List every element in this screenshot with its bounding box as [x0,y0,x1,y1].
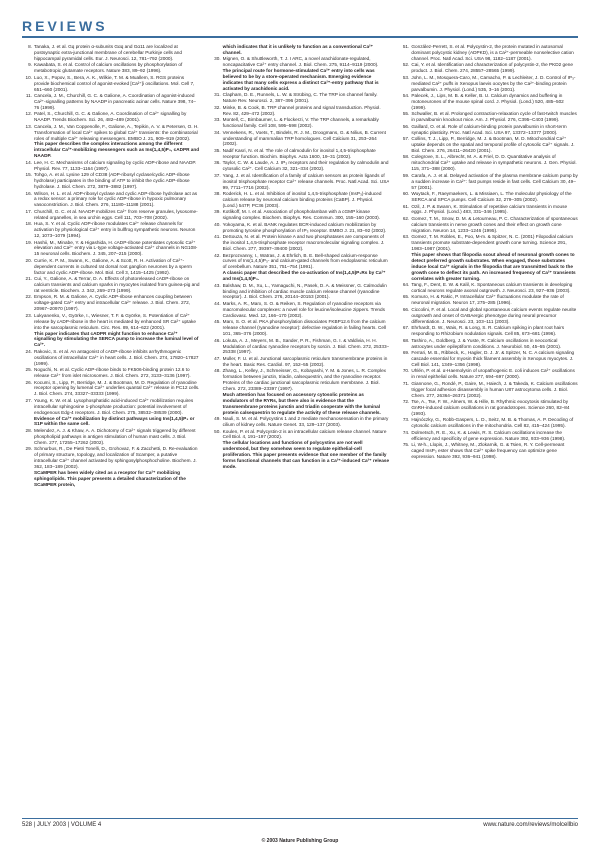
reference-text [34,276,201,294]
reference-text [34,75,201,93]
reference-entry [399,368,578,380]
reference-entry [211,160,390,172]
citation: Churchill, G. C. et al. NAADP mobilizes Ca²⁺ from reserve granules, lysosome-related organelles, in sea urchin eggs. Cell 111, 703–708 (2002). [34,208,198,220]
reference-entry [22,240,201,258]
citation: Yang, J. et al. Identification of a family of calcium sensors as protein ligands of inositol trisphosphate receptor Ca²⁺ release channels. Proc. Natl Acad. Sci. USA 99, 7711–7716 (2002). [222,172,390,190]
reference-text [34,221,201,239]
citation: Tashiro, A., Goldberg, J. & Yuste, R. Calcium oscillations in neocortical astrocytes under epileptiform conditions. J. Neurobiol. 50, 45–55 (2001). [411,337,562,349]
citation: Cui, Y., Galione, A. & Terrar, D. A. Effects of photoreleased cADP-ribose on calcium transients and calcium sparks in myocytes isolated from guinea-pig and rat ventricle. Biochem. J. 342, 269–273 (1999). [34,276,200,293]
reference-text [411,338,578,350]
reference-entry [211,416,390,428]
reference-text [34,62,201,74]
reference-number: 65. [402,294,410,300]
citation: Komuro, H. & Rakic, P. Intracellular Ca²⁺ fluctuations modulate the rate of neuronal migration. Neuron 17, 275–285 (1996). [411,294,564,306]
citation: Luo, X., Popov, S., Bera, A. K., Wilkie, T. M. & Muallem, S. RGS proteins provide biochemical control of agonist-evoked [Ca²⁺]i oscillations. Mol. Cell 7, 651–660 (2001). [34,74,195,92]
reference-entry [399,93,578,111]
reference-entry [22,446,201,487]
reference-number: 28. [25,427,32,433]
references-columns [22,44,578,812]
reference-text [411,417,578,429]
annotation: The principal route for hormone-stimulated Ca²⁺ entry into cells was believed to be by a store-operated mechanism. Emerging evidence indicates that many cells express a distinct Ca²⁺-entry pathway that is activated by arachidonic acid. [222,68,379,91]
reference-text [223,209,390,221]
reference-text [223,173,390,191]
reference-number: 31. [214,92,221,98]
reference-entry [399,191,578,203]
reference-number: 33. [214,117,221,123]
reference-entry [22,124,201,159]
citation: Kotlikoff, M. I. et al. Association of phospholamban with a cGMP kinase signaling complex. Biochem. Biophys. Res. Commun. 300, 155–160 (2003). [222,209,381,221]
citation: Currie, K. P. M., Swann, K., Galione, A. & Scott, R. H. Activation of Ca²⁺-dependent currents in cultured rat dorsal root ganglion neurones by a sperm factor and cyclic ADP-ribose. Mol. Biol. Cell 3, 1415–1425 (1992). [34,257,192,275]
citation: Hashii, M., Minabe, Y. & Higashida, H. cADP-ribose potentiates cytosolic Ca²⁺ elevation and Ca²⁺ entry via L-type voltage-activated Ca²⁺ channels in NG108-15 neuronal cells. Biochem. J. 345, 207–215 (2000). [34,239,198,257]
citation: Ferrari, M. B., Ribbeck, K., Hagler, D. J. Jr. & Spitzer, N. C. A calcium signaling cascade essential for myosin thick filament assembly in Xenopus myocytes. J. Cell Biol. 141, 1349–1356 (1998). [411,350,575,367]
reference-entry [399,399,578,417]
citation: Clapham, D. E., Runnels, L. W. & Strübing, C. The TRP ion channel family. Nature Rev. Neurosci. 2, 387–396 (2001). [222,92,378,104]
reference-entry [22,209,201,221]
reference-entry [399,75,578,93]
annotation: which indicates that it is unlikely to function as a conventional Ca²⁺ channel. [222,44,374,55]
reference-text [411,368,578,380]
footer-rule [22,818,578,819]
reference-number: 62. [402,215,410,221]
reference-number: 21. [25,276,32,282]
reference-entry [22,258,201,276]
reference-text [223,105,390,117]
citation: Dolmetsch, R. E., Xu, K. & Lewis, R. S. Calcium oscillations increase the efficiency and specificity of gene expression. Nature 392, 933–936 (1998). [411,429,566,441]
reference-entry [22,172,201,190]
reference-entry [211,222,390,234]
reference-entry [22,380,201,398]
reference-number: 73. [402,417,410,423]
citation: Kocumi, S., Lipp, P., Berridge, M. J. & Bootman, M. D. Regulation of ryanodine receptor opening by lumenal Ca²⁺ underlies quantal Ca²⁺ release in PC12 cells. J. Biol. Chem. 274, 33327–33333 (1999). [34,379,200,397]
reference-number: 58. [402,154,410,160]
reference-entry [211,191,390,209]
reference-number: 48. [214,368,221,374]
reference-entry [399,124,578,136]
reference-text [223,234,390,252]
reference-entry [399,282,578,294]
reference-entry [22,221,201,239]
reference-number: 69. [402,350,410,355]
reference-text [223,319,390,337]
reference-number: 54. [402,93,410,99]
reference-text [34,191,201,209]
reference-number: 74. [402,429,410,435]
reference-number: 8. [28,44,32,49]
reference-number: 30. [214,56,221,62]
reference-entry [211,130,390,148]
reference-text [34,428,201,446]
reference-number: 55. [402,111,410,117]
citation: Hua, S. Y. et al. Cyclic ADP-ribose modulates Ca²⁺ release channels for activation by physiological Ca²⁺ entry in bullfrog sympathetic neurons. Neuron 12, 1073–1079 (1994). [34,221,196,239]
reference-text [411,44,578,62]
reference-entry [22,160,201,172]
reference-entry [211,301,390,319]
citation: Colegrove, S. L., Albrecht, M. A. & Friel, D. D. Quantitative analysis of mitochondrial Ca²⁺ uptake and release in sympathetic neurons. J. Gen. Physiol. 115, 371–388 (2000). [411,154,577,172]
reference-text [223,368,390,415]
reference-entry [211,429,390,470]
reference-entry [211,356,390,368]
reference-entry [22,313,201,348]
reference-number: 51. [402,44,410,49]
reference-text [411,307,578,325]
reference-entry [211,105,390,117]
annotation: This paper indicates that cADPR might function to enhance Ca²⁺ signalling by stimulating the SERCA pump to increase the luminal level of Ca²⁺. [34,330,199,348]
citation: Wuytack, F., Raeymaekers, L. & Missiaen, L. The molecular physiology of the SERCA and SPCA pumps. Cell Calcium 32, 279–305 (2002). [411,191,572,202]
citation: Gaillard, O. et al. Role of calcium-binding protein parvalbumin in short-term synaptic plasticity. Proc. Natl Acad. Sci. USA 97, 13372–13377 (2000). [411,123,567,135]
reference-text [223,92,390,104]
citation: John, L. M., Mosquera-Caro, M., Camacho, P. & Lechleiter, J. D. Control of IP₃-mediated Ca²⁺ puffs in Xenopus laevis oocytes by the Ca²⁺-binding protein parvalbumin. J. Physiol. (Lond.) 535, 3–16 (2001). [411,74,576,92]
citation: Carafa, A. J. et al. Delayed activation of the plasma membrane calcium pump by a sudden increase in Ca²⁺: fast pumps reside in fast cells. Cell Calcium 30, 49–57 (2001). [411,172,578,190]
citation: Tanaka, J. et al. Gq protein α-subunits Gαq and Gα11 are localized at postsynaptic extra-junctional membrane of cerebellar Purkinje cells and hippocampal pyramidal cells. Eur. J. Neurosci. 12, 781–792 (2000). [34,44,182,61]
reference-text [34,446,201,487]
citation: Rakovic, S. et al. An antagonist of cADP-ribose inhibits arrhythmogenic oscillations of intracellular Ca²⁺ in heart cells. J. Biol. Chem. 274, 17820–17827 (1999). [34,348,199,366]
reference-text [411,124,578,136]
reference-entry [399,430,578,442]
reference-text [223,222,390,234]
citation: Lokuta, A. J., Meyers, M. B., Sander, P. R., Fishman, G. I. & Valdivia, H. H. Modulation of cardiac ryanodine receptors by sorcin. J. Biol. Chem. 272, 25333–25338 (1997). [222,337,390,355]
annotation: A classic paper that described the co-activation of Ins(1,4,5)P₃Rs by Ca²⁺ and Ins(1,4,5)P₃. [222,270,386,282]
section-header: REVIEWS [22,18,108,34]
citation: Hajnóczky, G., Robb-Gaspers, L. D., Seitz, M. B. & Thomas, A. P. Decoding of cytosolic calcium oscillations in the mitochondria. Cell 82, 415–424 (1995). [411,417,574,429]
reference-entry [22,294,201,312]
reference-entry [22,367,201,379]
reference-text [34,172,201,190]
reference-entry [211,368,390,415]
citation: Nadif Kasri, N. et al. The role of calmodulin for inositol 1,4,5-trisphosphate receptor function. Biochim. Biophys. Acta 1600, 19–31 (2002). [222,147,376,159]
reference-text [411,350,578,368]
reference-number: 14. [25,159,32,165]
citation: Zhang, L., Kelley, J., Schmeisser, G., Kobayashi, Y. M. & Jones, L. R. Complex formation between junctin, triadin, calsequestrin, and the ryanodine receptor. Proteins of the cardiac junctional sarcoplasmic reticulum membrane. J. Biol. Chem. 272, 23389–23397 (1997). [222,368,387,392]
reference-entry [399,325,578,337]
citation: Uhlén, P. et al. α-Haemolysin of uropathogenic E. coli induces Ca²⁺ oscillations in renal epithelial cells. Nature 277, 694–697 (2000). [411,368,575,380]
citation: Tang, F., Dent, E. W. & Kalil, K. Spontaneous calcium transients in developing cortical neurons regulate axonal outgrowth. J. Neurosci. 23, 927–936 (2003). [411,282,573,293]
reference-number: 49. [214,416,221,422]
citation: Collins, T. J., Lipp, P., Berridge, M. J. & Bootman, M. D. Mitochondrial Ca²⁺ uptake depends on the spatial and temporal profile of cytosolic Ca²⁺ signals. J. Biol. Chem. 276, 26411–26420 (2001). [411,136,575,153]
reference-text [223,356,390,368]
reference-number: 27. [25,397,32,403]
reference-entry [399,381,578,399]
reference-number: 15. [25,172,32,178]
column-2 [211,44,390,812]
citation: Cai, Y. et al. Identification and characterization of polycystin-2, the PKD2 gene product. J. Biol. Chem. 274, 28557–28565 (1999). [411,62,573,74]
reference-number: 68. [402,337,410,343]
reference-text [34,124,201,159]
reference-entry [399,173,578,191]
citation: Giannone, G., Rondé, P., Gaire, M., Haiech, J. & Takeda, K. Calcium oscillations trigger focal adhesion disassembly in human U87 astrocytoma cells. J. Biol. Chem. 277, 26364–26371 (2002). [411,380,578,398]
reference-number: 34. [214,129,221,135]
reference-number: 50. [214,428,221,434]
reference-text [223,253,390,283]
header-rule [22,36,578,38]
reference-text [411,325,578,337]
citation: Young, K. W. et al. Lysophosphatidic acid-induced Ca²⁺ mobilization requires intracellular sphingosine 1-phosphate production: potential involvement of endogenous Edg-4 receptors. J. Biol. Chem. 275, 38532–38539 (2000). [34,397,194,415]
reference-text [34,313,201,348]
citation: Patel, S., Churchill, G. C. & Galione, A. Coordination of Ca²⁺ signalling by NAADP. Trends Biochem. Sci. 26, 482–489 (2001). [34,111,187,123]
reference-number: 25. [25,367,32,373]
citation: Cancela, J. M., Churchill, G. C. & Galione, A. Coordination of agonist-induced Ca²⁺-signalling patterns by NAADP in pancreatic acinar cells. Nature 398, 74–76 (1999). [34,93,196,110]
reference-entry [211,173,390,191]
footer-issue: 528 | JULY 2003 | VOLUME 4 [22,822,102,828]
reference-entry [211,283,390,301]
reference-text [411,294,578,306]
citation: Ozil, J. P. & Swann, K. Stimulation of repetitive calcium transients in mouse eggs. J. Physiol. (Lond.) 483, 331–346 (1995). [411,203,568,215]
reference-text [223,160,390,172]
reference-number: 26. [25,379,32,385]
citation: Cancela, J. M., Van Coppenolle, F., Galione, A., Tepikin, A. V. & Petersen, O. H. Transformation of local Ca²⁺ spikes to global Ca²⁺ transients: the combinatorial roles of multiple Ca²⁺ releasing messengers. EMBO J. 21, 909–919 (2002). [34,123,199,141]
reference-text [411,136,578,154]
reference-number: 22. [25,294,32,300]
reference-entry [22,111,201,123]
reference-number: 57. [402,136,410,142]
reference-entry [211,56,390,91]
reference-number [211,44,223,56]
reference-text [223,429,390,470]
reference-number: 32. [214,104,221,110]
citation: Ehrhardt, D. W., Wais, R. & Long, S. R. Calcium spiking in plant root hairs responding to Rhizobium nodulation signals. Cell 85, 673–681 (1996). [411,325,565,337]
annotation: The cellular locations and functions of polycystins are not well understood, but they somehow seem to regulate epithelial-cell proliferation. This paper presents evidence that one member of the family forms functional channels that can function in a Ca²⁺-induced Ca²⁺ release mode. [222,440,390,469]
citation: Bezprozvanny, I., Watras, J. & Ehrlich, B. E. Bell-shaped calcium-response curves of Ins(1,4,5)P₃- and calcium-gated channels from endoplasmic reticulum of cerebellum. Nature 351, 751–754 (1991). [222,252,388,270]
reference-number: 52. [402,62,410,68]
reference-number: 11. [25,93,32,99]
reference-number: 60. [402,191,410,197]
reference-text [223,338,390,356]
reference-entry [399,62,578,74]
citation: Tse, A., Tse, F. W., Almers, W. & Hille, B. Rhythmic exocytosis stimulated by GnRH-induced calcium oscillations in rat gonadotropes. Science 260, 82–84 (1993). [411,399,570,416]
citation: Koulen, P. et al. Polycystin-2 is an intracellular calcium release channel. Nature Cell Biol. 4, 191–197 (2002). [222,428,387,440]
reference-entry [211,319,390,337]
citation: Montell, C., Birnbaumer, L. & Flockerzi, V. The TRP channels, a remarkably functional family. Cell 108, 595–598 (2002). [222,117,379,129]
citation: Schnurbus, R., De Pietri Tonelli, D., Grohovaz, F. & Zacchetti, D. Re-evaluation of primary structure, topology, and localization of Scamper, a putative intracellular Ca²⁺ channel activated by sphingosylphosphocholine. Biochem. J. 362, 183–189 (2002). [34,446,198,469]
reference-text [411,75,578,93]
reference-text [34,349,201,367]
citation: Marks, A. R., Marx, S. O. & Reiken, S. Regulation of ryanodine receptors via macromolecular complexes: a novel role for leucine/isoleucine zippers. Trends Cardiovasc. Med. 12, 166–170 (2002). [222,300,385,318]
reference-entry [399,216,578,234]
reference-entry [211,117,390,129]
reference-text [223,44,390,56]
citation: Lukyanenko, V., Györke, I., Wiesner, T. F. & Györke, S. Potentiation of Ca²⁺ release by cADP-ribose in the heart is mediated by enhanced SR Ca²⁺ uptake into the sarcoplasmic reticulum. Circ. Res. 89, 614–622 (2001). [34,312,196,330]
reference-entry [211,44,390,56]
reference-text [411,154,578,172]
reference-entry [211,209,390,221]
citation: Marx, S. O. et al. PKA phosphorylation dissociates FKBP12.6 from the calcium release channel (ryanodine receptor): defective regulation in failing hearts. Cell 101, 365–376 (2000). [222,319,387,337]
reference-entry [211,92,390,104]
citation: Muller, F. U. et al. Junctional sarcoplasmic reticulum transmembrane proteins in the heart. Basic Res. Cardiol. 97, 152–55 (2002). [222,355,388,367]
reference-number: 9. [28,62,32,68]
reference-text [411,442,578,460]
reference-number: 44. [214,300,221,306]
citation: Yokoyama, K. et al. BANK regulates BCR-induced calcium mobilization by promoting tyrosine phosphorylation of IP₃ receptor. EMBO J. 21, 83–92 (2002). [222,221,387,233]
reference-number: 38. [214,191,221,197]
reference-entry [22,44,201,62]
reference-entry [399,234,578,281]
reference-entry [399,204,578,216]
citation: Kawabata, S. et al. Control of calcium oscillations by phosphorylation of metabotropic glutamate receptors. Nature 383, 89–92 (1996). [34,62,183,74]
reference-text [411,204,578,216]
reference-text [223,56,390,91]
citation: Melendez, A. J. & Khaw, A. A. Dichotomy of Ca²⁺ signals triggered by different phospholipid pathways in antigen stimulation of human mast cells. J. Biol. Chem. 277, 17255–17262 (2002). [34,427,196,445]
reference-text [34,44,201,62]
reference-text [411,216,578,234]
reference-number: 61. [402,203,410,209]
citation: Wilson, H. L. et al. ADP-ribosyl cyclase and cyclic ADP-ribose hydrolase act as a redox sensor: a primary role for cyclic ADP-ribose in hypoxic pulmonary vasoconstriction. J. Biol. Chem. 276, 11180–11188 (2001). [34,190,198,208]
citation: Taylor, C. W. & Laude, A. J. IP₃ receptors and their regulation by calmodulin and cytosolic Ca²⁺. Cell Calcium 32, 321–334 (2002). [222,160,389,172]
column-3 [399,44,578,812]
reference-number: 23. [25,312,32,318]
citation: Tohgo, A. et al. Lysine 129 of CD38 (ADP-ribosyl cyclase/cyclic ADP-ribose hydrolase) participates in the binding of ATP to inhibit the cyclic ADP-ribose hydrolase. J. Biol. Chem. 272, 3879–3882 (1997). [34,172,190,189]
column-1 [22,44,201,812]
citation: Schwaller, B. et al. Prolonged contraction-relaxation cycle of fast-twitch muscles in parvalbumin knockout mice. Am. J. Physiol. 276, C395–C403 (1999). [411,111,577,123]
reference-number: 64. [402,282,410,288]
reference-entry [399,294,578,306]
reference-text [411,234,578,281]
reference-entry [22,349,201,367]
citation: Noguchi, N. et al. Cyclic ADP-ribose binds to FK506-binding protein 12.6 to release Ca²⁺ from islet microsomes. J. Biol. Chem. 272, 3133–3136 (1997). [34,367,191,379]
reference-text [223,148,390,160]
citation: González-Perrett, S. et al. Polycystin-2, the protein mutated in autosomal dominant polycystic kidney (ADPKD), is a Ca²⁺-permeable nonselective cation channel. Proc. Natl Acad. Sci. USA 98, 1182–1187 (2001). [411,44,574,61]
citation: Minke, B. & Cook, B. TRP channel proteins and signal transduction. Physiol. Rev. 82, 429–472 (2002). [222,104,381,116]
reference-number: 16. [25,190,32,196]
reference-text [411,173,578,191]
reference-number: 41. [214,234,221,240]
reference-entry [22,398,201,428]
reference-text [223,283,390,301]
annotation: SCaMPER has been widely cited as a receptor for Ca²⁺ mobilizing sphingolipids. This paper presents a detailed characterization of the SCaMPER protein, [34,469,186,487]
reference-entry [211,148,390,160]
reference-number: 45. [214,319,221,325]
reference-number: 53. [402,74,410,80]
reference-text [34,258,201,276]
reference-text [223,301,390,319]
reference-number: 20. [25,257,32,263]
reference-entry [22,428,201,446]
reference-text [223,416,390,428]
reference-number: 36. [214,160,221,166]
reference-number: 37. [214,172,221,178]
reference-number: 46. [214,337,221,343]
reference-text [34,240,201,258]
citation: Roderick, H. L. et al. Inhibition of inositol 1,4,5-trisphosphate (InsP₃)-induced calcium release by neuronal calcium binding proteins (CaBP). J. Physiol. (Lond.) 547P, PC36 (2003). [222,191,382,208]
reference-number: 47. [214,355,221,361]
reference-entry [399,154,578,172]
reference-entry [211,234,390,252]
reference-number: 24. [25,348,32,354]
reference-text [34,93,201,111]
reference-number: 43. [214,282,221,288]
citation: Nauli, S. M. et al. Polycystins 1 and 2 mediate mechanosensation in the primary cilium of kidney cells. Nature Genet. 33, 129–137 (2003). [222,416,389,428]
reference-number: 66. [402,306,410,312]
citation: Lee, H. C. Mechanisms of calcium signaling by cyclic ADP-ribose and NAADP. Physiol. Rev. 77, 1133–1164 (1997). [34,159,197,171]
reference-number: 63. [402,234,410,240]
citation: Gomez, T. M., Snow, D. M. & Letourneau, P. C. Characterization of spontaneous calcium transients in nerve growth cones and their effect on growth cone migration. Neuron 14, 1233–1246 (1995). [411,215,578,233]
reference-entry [22,62,201,74]
reference-text [411,191,578,203]
citation: Mignen, O. & Shuttleworth, T. J. I ARC, a novel arachidonate-regulated, noncapacitative Ca²⁺ entry channel. J. Biol. Chem. 275, 9114–9119 (2000). [222,56,379,68]
reference-entry [399,442,578,460]
citation: Palecek, J., Lips, M. B. & Keller, B. U. Calcium dynamics and buffering in motoneurones of the mouse spinal cord. J. Physiol. (Lond.) 520, 485–502 (1999). [411,93,564,110]
reference-text [34,398,201,428]
annotation: This paper shows that filopodia scout ahead of neuronal growth cones to detect preferred growth substrates. When engaged, those substrates induce local Ca²⁺ signals in the filopodia that are transmitted back to the growth cone to deflect its path. An increased frequency of Ca²⁺ transients correlates with greater turning. [411,251,576,281]
reference-number: 67. [402,325,410,331]
reference-number: 17. [25,208,32,214]
reference-entry [22,75,201,93]
reference-number: 29. [25,446,32,452]
reference-number: 72. [402,399,410,405]
reference-number: 19. [25,239,32,245]
reference-entry [399,307,578,325]
annotation: Evidence of Ca²⁺ mobilization by distinct pathways using Ins(1,4,5)P₃ or S1P within the same cell. [34,415,195,427]
reference-number: 59. [402,172,410,178]
annotation: Much attention has focused on accessory cytosolic proteins as modulators of the RYRs, but there also is evidence that the transmembrane proteins junctin and triadin cooperate with the luminal protein calsequestrin to regulate the activity of these release channels. [222,391,381,415]
reference-number: 75. [402,442,410,448]
reference-text [34,160,201,172]
citation: Empson, R. M. & Galione, A. Cyclic ADP-ribose enhances coupling between voltage-gated Ca²⁺ entry and intracellular Ca²⁺ release. J. Biol. Chem. 272, 20967–20970 (1997). [34,294,192,312]
reference-entry [22,276,201,294]
reference-entry [211,338,390,356]
reference-text [34,380,201,398]
citation: Vennekens, R., Voets, T., Bindels, R. J. M., Droogmans, G. & Nilius, B. Current understanding of mammalian TRP homologues. Cell Calcium 31, 253–264 (2002). [222,129,386,147]
reference-number: 18. [25,221,32,227]
reference-number: 42. [214,252,221,258]
reference-number: 13. [25,123,32,129]
citation: DeSouza, N. et al. Protein kinase A and two phosphatases are components of the inositol 1,4,5-trisphosphate receptor macromolecular signaling complex. J. Biol. Chem. 277, 39397–39400 (2002). [222,234,385,252]
reference-text [411,62,578,74]
citation: Ciccolini, F. et al. Local and global spontaneous calcium events regulate neurite outgrowth and onset of GABAergic phenotype during neural precursor differentiation. J. Neurosci. 23, 103–111 (2003). [411,306,577,324]
reference-text [34,367,201,379]
reference-entry [211,253,390,283]
reference-text [411,282,578,294]
reference-number: 40. [214,221,221,227]
reference-entry [399,338,578,350]
reference-entry [22,93,201,111]
reference-text [411,399,578,417]
reference-entry [399,44,578,62]
annotation: This paper describes the complex interactions among the different intracellular Ca²⁺-mobilizing messengers such as Ins(1,4,5)P₃, cADPR and NAADP. [34,141,200,159]
citation: Gomez, T. M. Robles, E., Poo, M-m. & Spitzer, N. C. (2001) Filopodial calcium transients promote substrate-dependent growth cone turning. Science 291, 1983–1987 (2001). [411,234,574,252]
reference-entry [399,417,578,429]
reference-number: 39. [214,209,221,215]
reference-number: 70. [402,368,410,374]
reference-number: 71. [402,380,410,386]
reference-number: 35. [214,147,221,153]
citation: Li, W-h., Llopis, J., Whitney, M., Zlokarnik, G. & Tsien, R. Y. Cell-permeant caged InsP₃ ester shows that Ca²⁺ spike frequency can optimize gene expression. Nature 392, 936–941 (1998). [411,442,565,459]
reference-text [411,93,578,111]
footer-url[interactable]: www.nature.com/reviews/molcellbio [483,822,578,828]
reference-text [223,130,390,148]
reference-entry [399,136,578,154]
reference-entry [399,350,578,368]
reference-text [411,111,578,123]
reference-number: 12. [25,111,32,117]
reference-number: 10. [25,74,32,80]
citation: Balshaw, D. M., Xu, L., Yamaguchi, N., Pasek, D. A. & Meissner, G. Calmodulin binding and inhibition of cardiac muscle calcium release channel (ryanodine receptor). J. Biol. Chem. 276, 20144–20153 (2001). [222,282,387,300]
reference-entry [399,111,578,123]
reference-text [411,381,578,399]
reference-text [34,294,201,312]
reference-number: 56. [402,123,410,129]
reference-text [223,191,390,209]
reference-text [411,430,578,442]
copyright-notice: © 2003 Nature Publishing Group [261,838,339,844]
reference-entry [22,191,201,209]
reference-text [34,209,201,221]
reference-text [34,111,201,123]
reference-text [223,117,390,129]
